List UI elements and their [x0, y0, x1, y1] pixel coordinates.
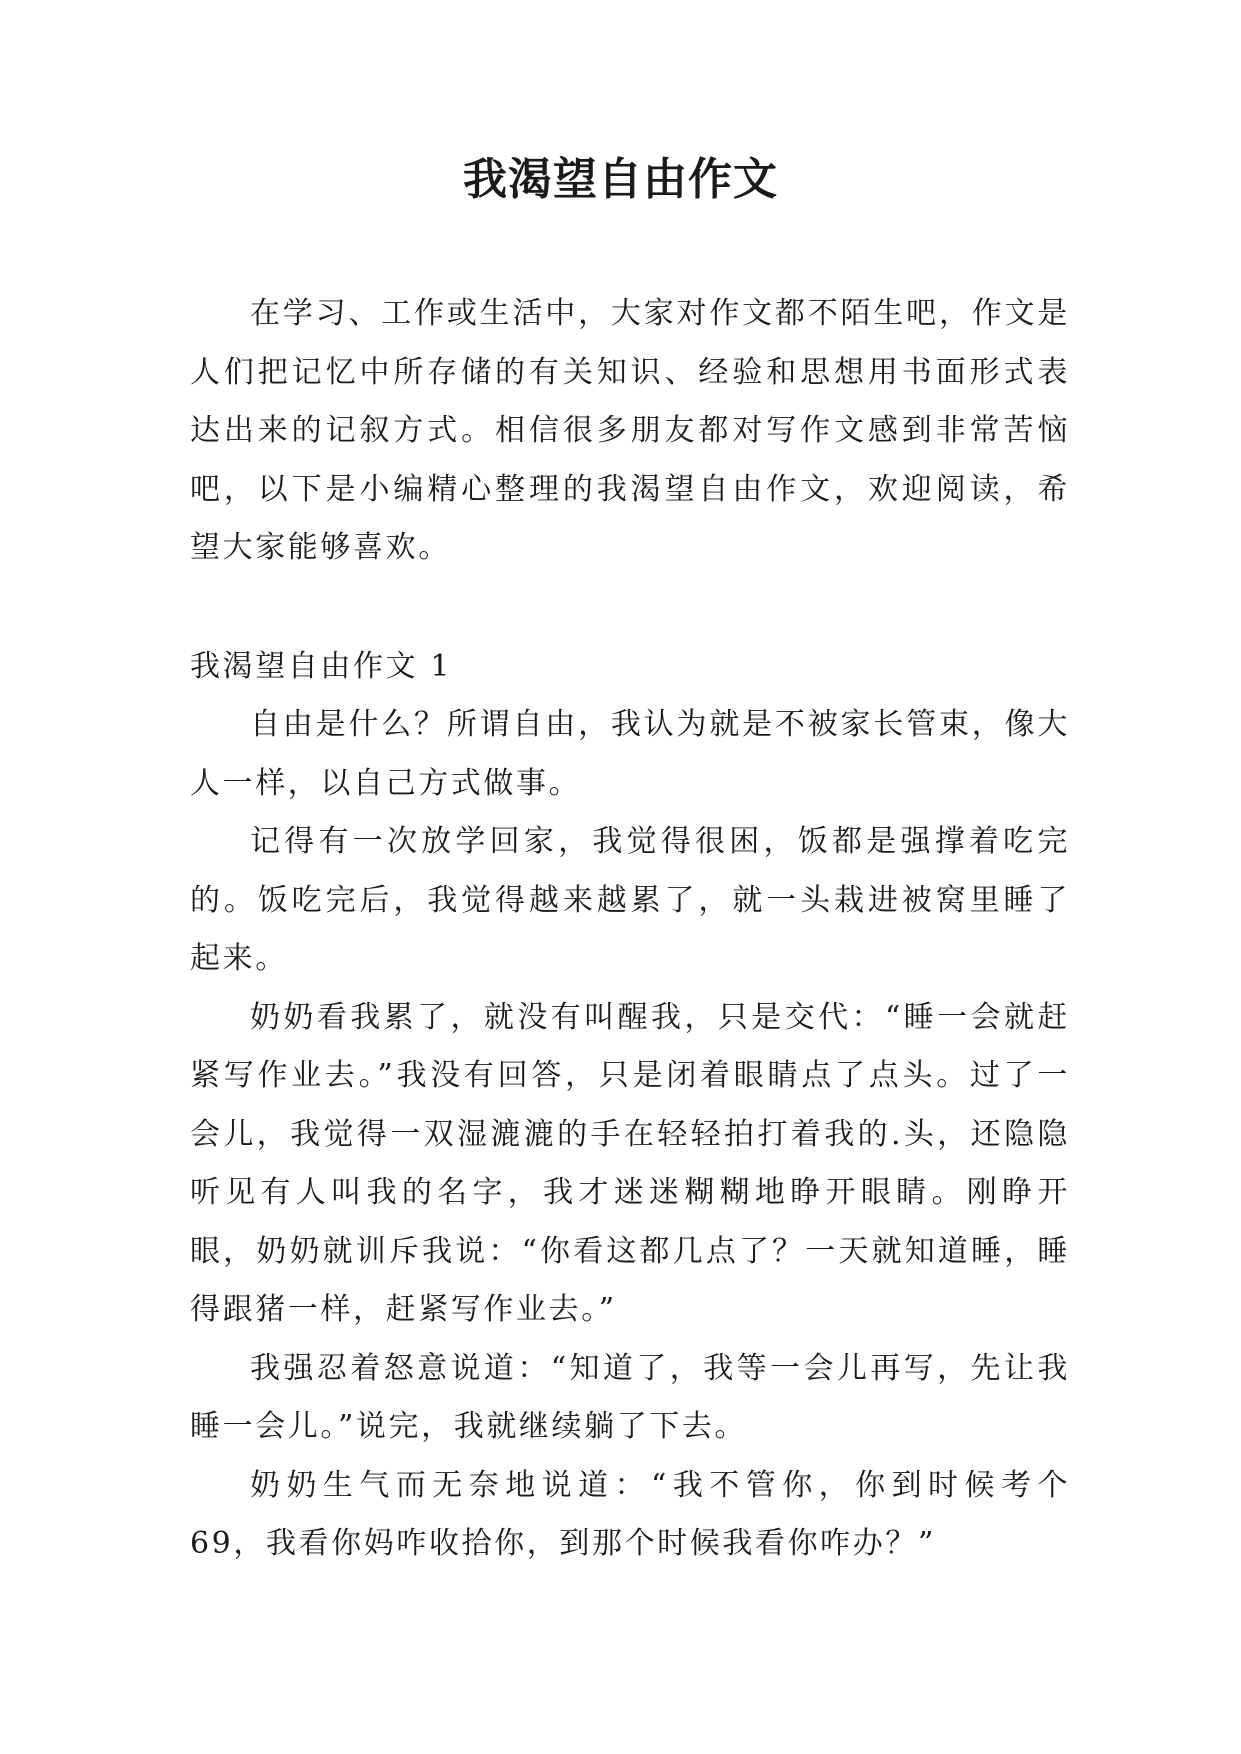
document-title: 我渴望自由作文	[463, 154, 778, 205]
section-heading: 我渴望自由作文 1	[190, 648, 453, 684]
body-paragraph: 我强忍着怒意说道：“知道了，我等一会儿再写，先让我睡一会儿。”说完，我就继续躺了下去。	[190, 1350, 1070, 1444]
body-paragraph: 奶奶生气而无奈地说道：“我不管你，你到时候考个 69，我看你妈咋收拾你，到那个时候我看你咋办？”	[190, 1467, 1070, 1561]
intro-paragraph: 在学习、工作或生活中，大家对作文都不陌生吧，作文是人们把记忆中所存储的有关知识、经验和思想用书面形式表达出来的记叙方式。相信很多朋友都对写作文感到非常苦恼吧，以下是小编精心整理的我渴望自由作文，欢迎阅读，希望大家能够喜欢。	[190, 296, 1070, 565]
body-paragraph: 自由是什么？所谓自由，我认为就是不被家长管束，像大人一样，以自己方式做事。	[190, 707, 1070, 801]
document-body	[190, 285, 1070, 1574]
body-paragraph: 奶奶看我累了，就没有叫醒我，只是交代：“睡一会就赶紧写作业去。”我没有回答，只是闭着眼睛点了点头。过了一会儿，我觉得一双湿漉漉的手在轻轻拍打着我的.头，还隐隐听见有人叫我的名字，我才迷迷糊糊地睁开眼睛。刚睁开眼，奶奶就训斥我说：“你看这都几点了？一天就知道睡，睡得跟猪一样，赶紧写作业去。”	[190, 999, 1070, 1327]
body-paragraph: 记得有一次放学回家，我觉得很困，饭都是强撑着吃完的。饭吃完后，我觉得越来越累了，就一头栽进被窝里睡了起来。	[190, 824, 1070, 976]
